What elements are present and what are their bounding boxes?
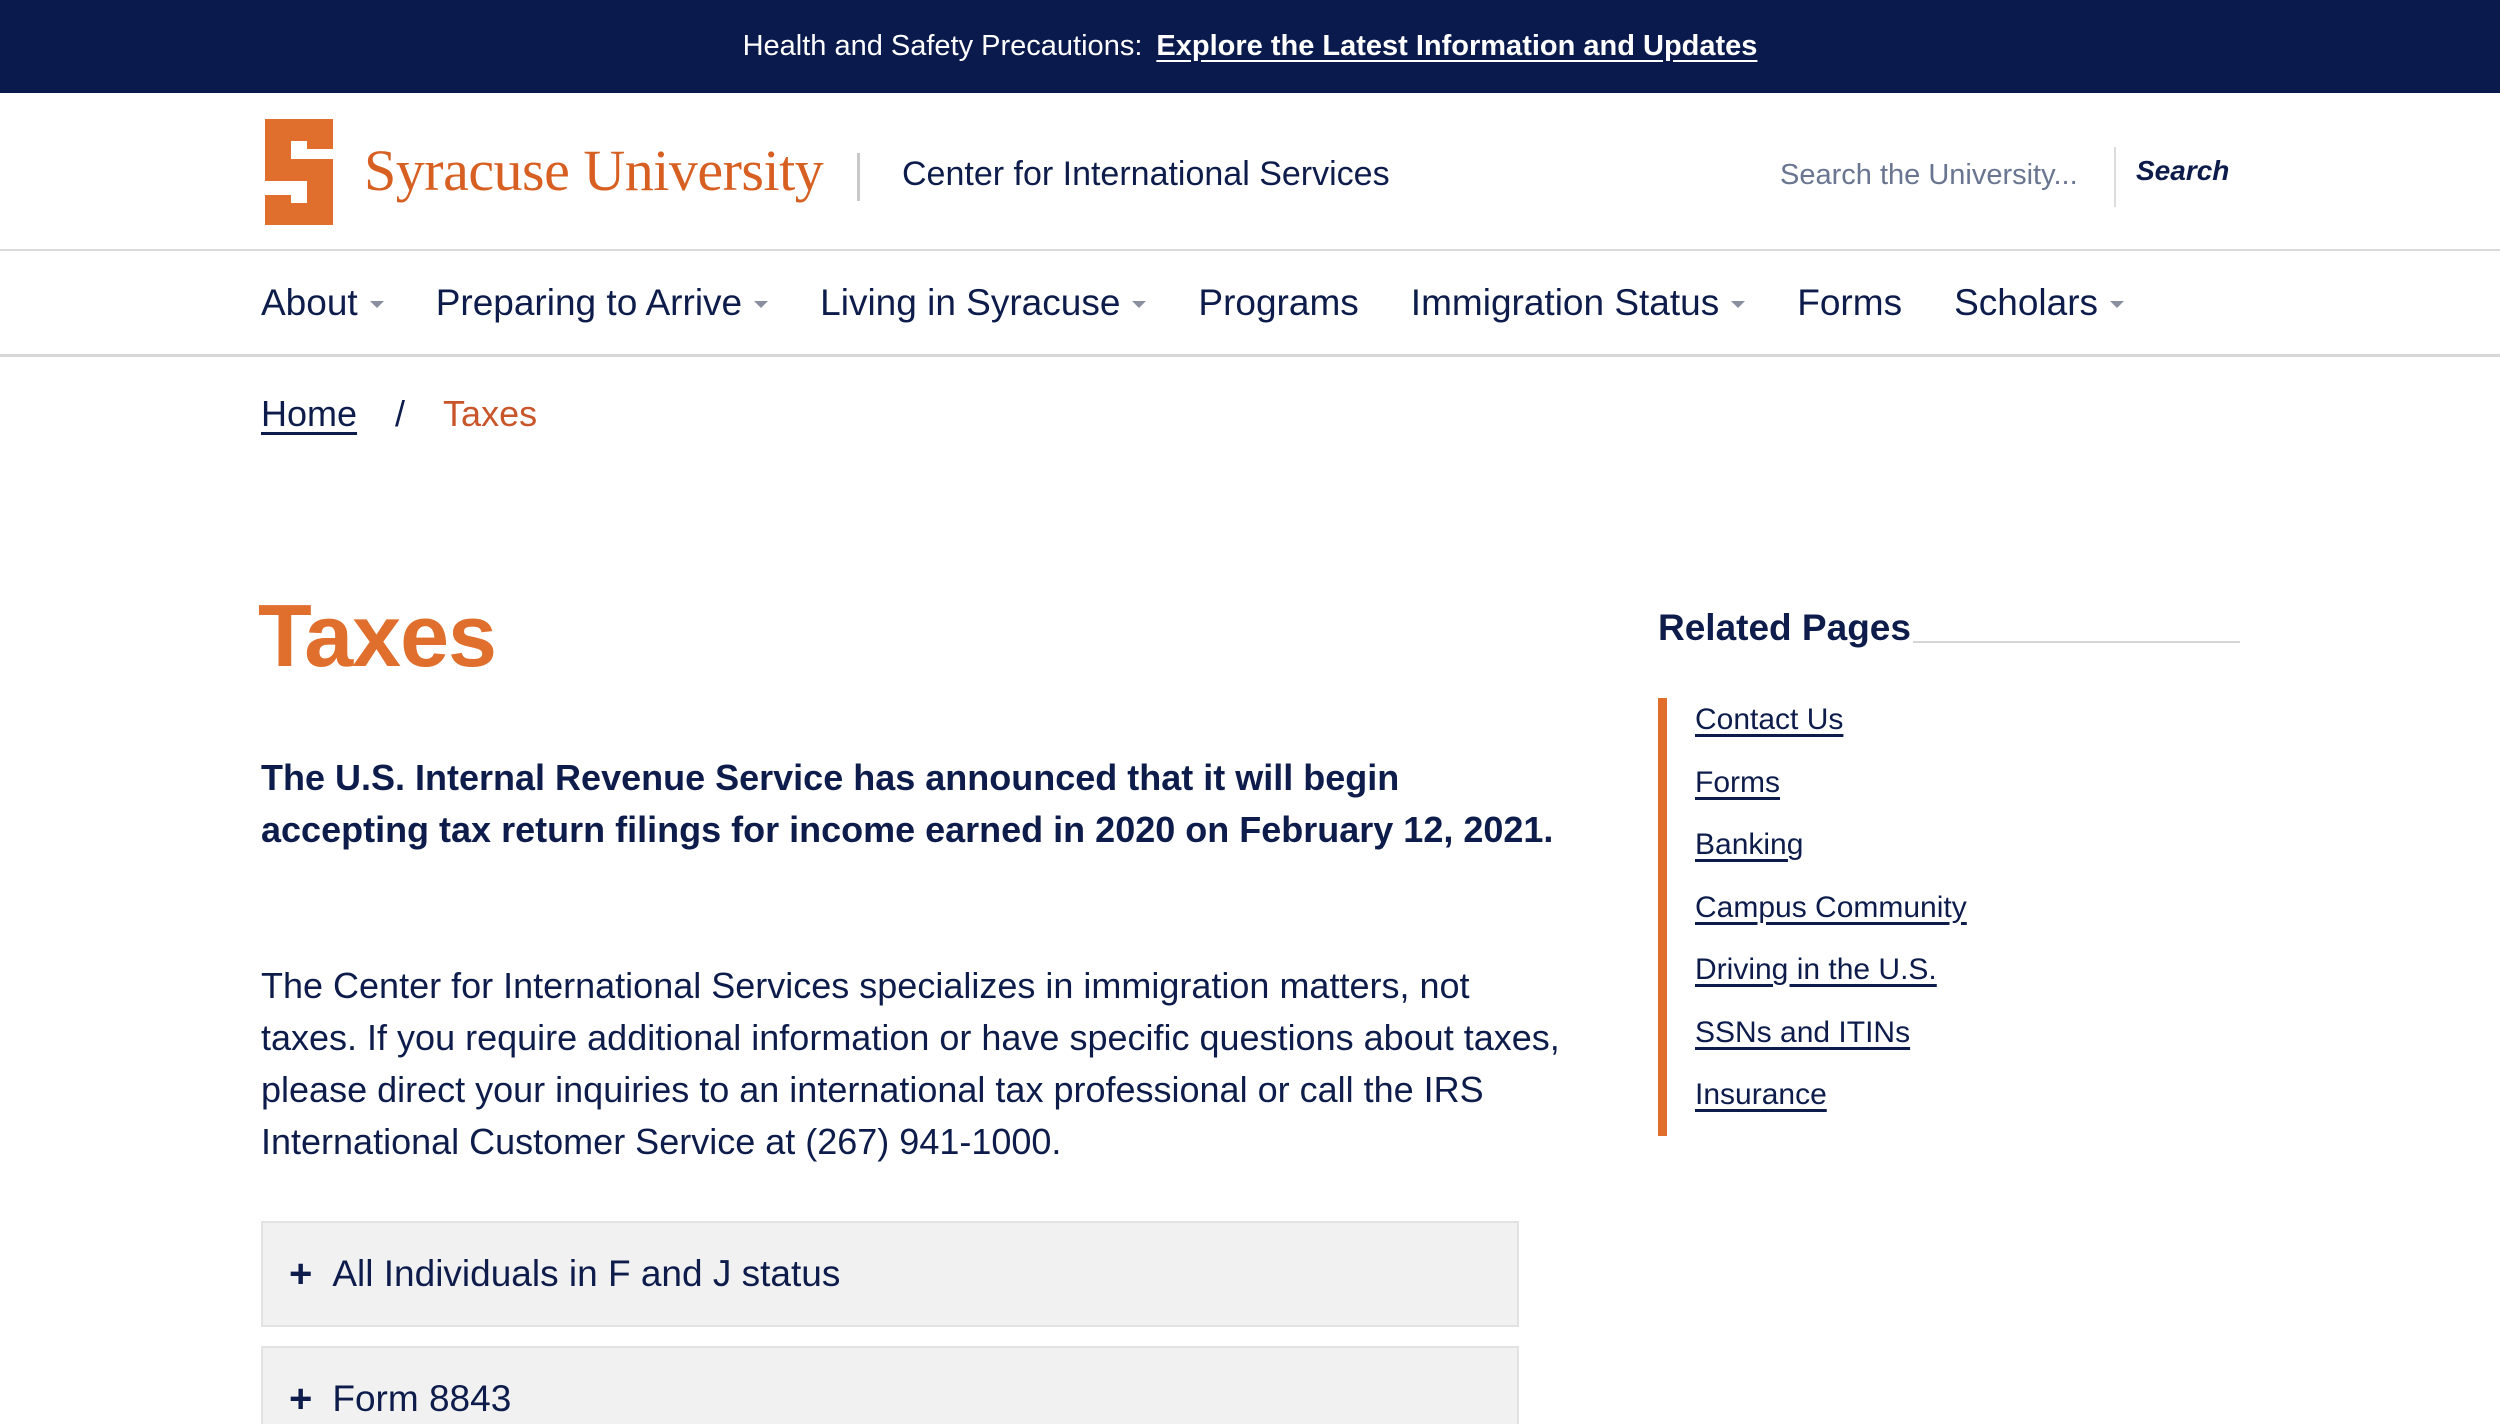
accordion-form-8843[interactable] bbox=[261, 1346, 1519, 1424]
related-link-banking[interactable]: Banking bbox=[1695, 828, 1804, 861]
related-pages-heading: Related Pages bbox=[1658, 607, 1911, 648]
search-input[interactable] bbox=[1780, 145, 2100, 205]
accordion-f-and-j-status[interactable] bbox=[261, 1221, 1519, 1327]
related-link-contact-us[interactable]: Contact Us bbox=[1695, 703, 1844, 736]
breadcrumb-separator: / bbox=[395, 393, 406, 434]
related-pages-list bbox=[1658, 698, 2218, 1136]
syracuse-university-wordmark[interactable]: Syracuse University bbox=[364, 138, 824, 203]
chevron-down-icon bbox=[370, 301, 384, 308]
chevron-down-icon bbox=[1132, 301, 1146, 308]
body-paragraph: The Center for International Services specializes in immigration matters, not taxes. If you require additional information or have specific questions about taxes, please direct your inquiries to an international tax professional or call the IRS International Customer Service at (267) 941-1000. bbox=[261, 965, 1560, 1162]
lead-paragraph: The U.S. Internal Revenue Service has announced that it will begin accepting tax return filings for income earned in 2020 on February 12, 2021. bbox=[261, 757, 1554, 850]
breadcrumb-current: Taxes bbox=[443, 393, 538, 434]
related-link-ssns-itins[interactable]: SSNs and ITINs bbox=[1695, 1015, 1911, 1049]
related-link-driving[interactable]: Driving in the U.S. bbox=[1695, 953, 1937, 986]
alert-updates-link[interactable]: Explore the Latest Information and Updates bbox=[1156, 30, 1758, 62]
related-link-insurance[interactable]: Insurance bbox=[1695, 1078, 1827, 1111]
alert-banner bbox=[0, 0, 2500, 93]
nav-item-about[interactable]: About bbox=[261, 282, 384, 324]
page-title: Taxes bbox=[258, 586, 496, 685]
related-link-forms[interactable]: Forms bbox=[1695, 765, 1780, 799]
related-pages-rule bbox=[1913, 641, 2240, 643]
nav-item-programs[interactable]: Programs bbox=[1198, 281, 1359, 323]
nav-item-living-in-syracuse[interactable]: Living in Syracuse bbox=[820, 282, 1146, 324]
chevron-down-icon bbox=[1731, 301, 1745, 308]
search-divider bbox=[2114, 147, 2116, 207]
breadcrumb-home-link[interactable]: Home bbox=[261, 393, 358, 434]
nav-item-forms[interactable]: Forms bbox=[1797, 281, 1903, 323]
accordion-label: All Individuals in F and J status bbox=[332, 1253, 841, 1294]
syracuse-s-logo-icon[interactable] bbox=[259, 119, 339, 225]
accordion-label: Form 8843 bbox=[332, 1378, 512, 1419]
nav-item-preparing-to-arrive[interactable]: Preparing to Arrive bbox=[436, 282, 768, 324]
nav-item-scholars[interactable]: Scholars bbox=[1954, 282, 2124, 324]
plus-icon: + bbox=[289, 1252, 313, 1296]
site-header bbox=[0, 93, 2500, 251]
alert-lead-text: Health and Safety Precautions: bbox=[742, 30, 1143, 62]
main-nav bbox=[0, 251, 2500, 357]
related-link-campus-community[interactable]: Campus Community bbox=[1695, 890, 1967, 924]
header-divider bbox=[857, 153, 860, 201]
plus-icon: + bbox=[289, 1377, 313, 1421]
site-name[interactable]: Center for International Services bbox=[902, 155, 1390, 193]
search-button[interactable]: Search bbox=[2136, 155, 2230, 186]
breadcrumb bbox=[261, 393, 537, 435]
nav-item-immigration-status[interactable]: Immigration Status bbox=[1411, 282, 1745, 324]
chevron-down-icon bbox=[2110, 301, 2124, 308]
chevron-down-icon bbox=[754, 301, 768, 308]
